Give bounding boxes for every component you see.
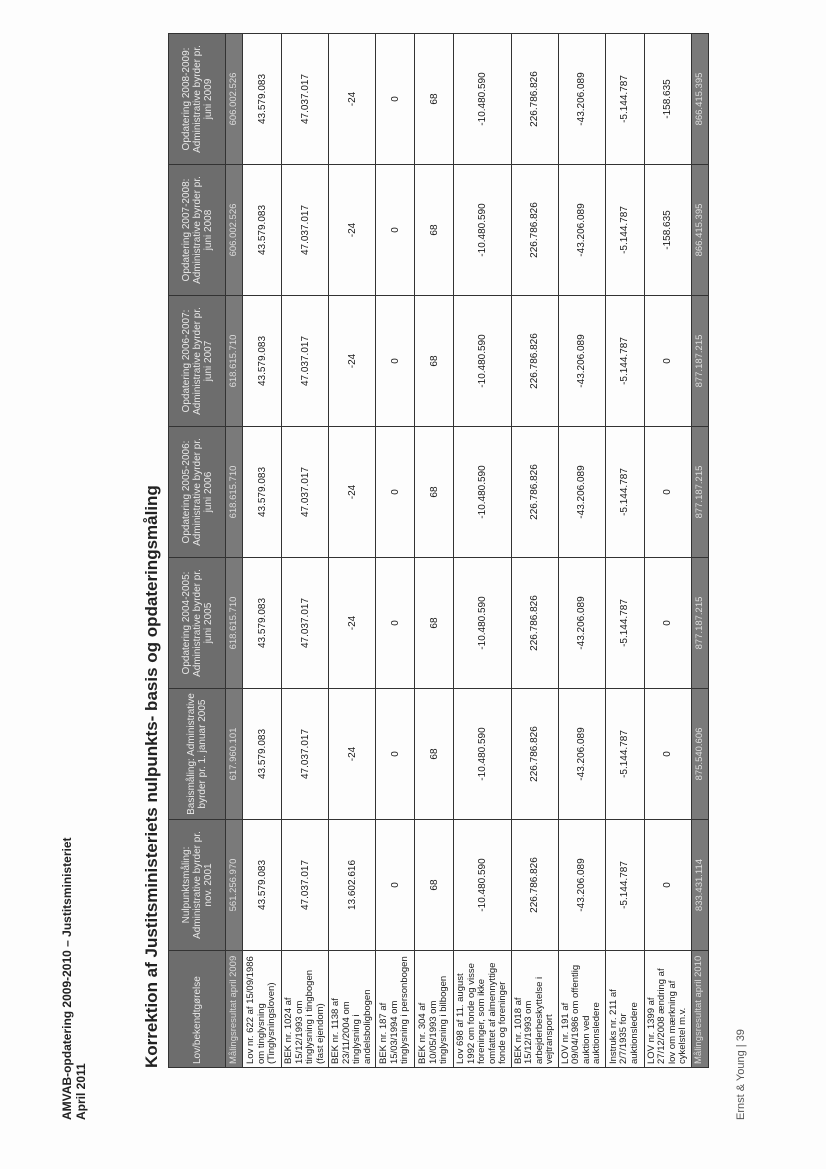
page-header [60, 837, 88, 1120]
table-cell: 877.187.215 [691, 558, 708, 689]
table-cell: -5.144.787 [605, 34, 644, 165]
column-header: Opdatering 2004-2005: Administrative byrder pr. juni 2005 [169, 558, 226, 689]
table-cell: 0 [644, 820, 691, 951]
table-cell: -43.206.089 [558, 689, 605, 820]
table-cell: 47.037.017 [282, 296, 329, 427]
rotated-content [40, 20, 800, 1120]
table-cell: -10.480.590 [454, 427, 512, 558]
table-cell: -10.480.590 [454, 689, 512, 820]
table-cell: 226.786.826 [511, 427, 558, 558]
law-label: Lov nr. 622 af 15/09/1986 om tinglysning (Tinglysningsloven) [243, 951, 282, 1068]
table-cell: 68 [415, 34, 454, 165]
column-header: Opdatering 2005-2006: Administrative byrder pr. juni 2006 [169, 427, 226, 558]
header-line-2: April 2011 [74, 1063, 88, 1120]
column-header: Nulpunktsmåling: Administrative byrder pr. nov. 2001 [169, 820, 226, 951]
table-cell: -10.480.590 [454, 820, 512, 951]
column-header: Opdatering 2006-2007: Administrative byrder pr. juni 2007 [169, 296, 226, 427]
table-cell: 47.037.017 [282, 558, 329, 689]
table-cell: 561.256.970 [226, 820, 243, 951]
table-cell: 226.786.826 [511, 296, 558, 427]
table-cell: 43.579.083 [243, 427, 282, 558]
table-cell: 68 [415, 820, 454, 951]
law-label: BEK nr. 1024 af 15/12/1993 om tinglysning i tingbogen (fast ejendom) [282, 951, 329, 1068]
table-cell: 875.540.606 [691, 689, 708, 820]
table-cell: 226.786.826 [511, 689, 558, 820]
law-label: Instruks nr. 211 af 2/7/1935 for auktionsledere [605, 951, 644, 1068]
header-line-1: AMVAB-opdatering 2009-2010 – Justitsministeriet [60, 837, 74, 1120]
table-cell: 47.037.017 [282, 34, 329, 165]
table-row [243, 34, 282, 1068]
table-cell: 226.786.826 [511, 34, 558, 165]
result-row-2009 [226, 34, 243, 1068]
table-cell: 226.786.826 [511, 820, 558, 951]
table-cell: 618.615.710 [226, 427, 243, 558]
table-cell: 68 [415, 165, 454, 296]
table-cell: 866.415.395 [691, 165, 708, 296]
table-cell: -10.480.590 [454, 165, 512, 296]
table-cell: -5.144.787 [605, 296, 644, 427]
table-cell: 618.615.710 [226, 296, 243, 427]
table-row [329, 34, 376, 1068]
table-cell: 68 [415, 427, 454, 558]
table-cell: 43.579.083 [243, 296, 282, 427]
page-title: Korrektion af Justitsministeriets nulpunkts- basis og opdateringsmåling [142, 485, 161, 1068]
column-header: Opdatering 2008-2009: Administrative byrder pr. juni 2009 [169, 34, 226, 165]
table-row [605, 34, 644, 1068]
column-header: Opdatering 2007-2008: Administrative byrder pr. juni 2008 [169, 165, 226, 296]
table-cell: 68 [415, 296, 454, 427]
table-cell: 43.579.083 [243, 34, 282, 165]
table-cell: 43.579.083 [243, 558, 282, 689]
table-cell: -158.635 [644, 34, 691, 165]
table-cell: 43.579.083 [243, 689, 282, 820]
table-cell: 0 [376, 689, 415, 820]
result-row-2010 [691, 34, 708, 1068]
table-cell: -24 [329, 427, 376, 558]
column-header: Basismåling: Administrative byrder pr. 1. januar 2005 [169, 689, 226, 820]
law-label: BEK nr. 304 af 10/05/1993 om tinglysning i bilbogen [415, 951, 454, 1068]
table-cell: -5.144.787 [605, 165, 644, 296]
table-cell: 606.002.526 [226, 34, 243, 165]
measurement-table [168, 33, 709, 1068]
table-cell: 877.187.215 [691, 296, 708, 427]
table-cell: -43.206.089 [558, 427, 605, 558]
law-label: BEK nr. 1138 af 23/11/2004 om tinglysning i andelsboligbogen [329, 951, 376, 1068]
table-cell: 877.187.215 [691, 427, 708, 558]
table-cell: 47.037.017 [282, 820, 329, 951]
table-cell: -10.480.590 [454, 34, 512, 165]
table-cell: 0 [376, 165, 415, 296]
table-cell: -5.144.787 [605, 689, 644, 820]
table-cell: -5.144.787 [605, 427, 644, 558]
row-label: Målingsresultat april 2009 [226, 951, 243, 1068]
table-cell: -43.206.089 [558, 34, 605, 165]
table-cell: -5.144.787 [605, 558, 644, 689]
table-cell: -24 [329, 34, 376, 165]
column-header: Lov/bekendtgørelse [169, 951, 226, 1068]
law-label: LOV nr. 1399 af 27/12/2008 ændring af lov om mærkning af cykelstel m.v. [644, 951, 691, 1068]
law-label: BEK nr. 187 af 15/03/1994 om tinglysning i personbogen [376, 951, 415, 1068]
law-label: BEK nr. 1018 af 15/12/1993 om arbejderbeskyttelse i vejtransport [511, 951, 558, 1068]
table-cell: -5.144.787 [605, 820, 644, 951]
table-row [282, 34, 329, 1068]
table-cell: 68 [415, 558, 454, 689]
table-cell: 0 [376, 558, 415, 689]
table-header-row [169, 34, 226, 1068]
table-cell: 866.415.395 [691, 34, 708, 165]
table-cell: -24 [329, 689, 376, 820]
table-row [415, 34, 454, 1068]
table-row [511, 34, 558, 1068]
table-cell: -43.206.089 [558, 558, 605, 689]
table-cell: 606.002.526 [226, 165, 243, 296]
table-cell: 833.431.114 [691, 820, 708, 951]
table-cell: -24 [329, 165, 376, 296]
table-cell: 226.786.826 [511, 165, 558, 296]
law-label: Lov 698 af 11. august 1992 om fonde og visse foreninger, som ikke omfattet af almennyttige fonde og foreninger [454, 951, 512, 1068]
table-cell: 0 [644, 558, 691, 689]
row-label: Målingsresultat april 2010 [691, 951, 708, 1068]
table-cell: 226.786.826 [511, 558, 558, 689]
table-row [376, 34, 415, 1068]
table-body [243, 34, 692, 1068]
table-cell: 68 [415, 689, 454, 820]
table-cell: 0 [376, 34, 415, 165]
table-cell: 0 [376, 427, 415, 558]
table-cell: 0 [644, 689, 691, 820]
table-row [644, 34, 691, 1068]
table-cell: 47.037.017 [282, 689, 329, 820]
table-cell: -43.206.089 [558, 296, 605, 427]
table-cell: 617.960.101 [226, 689, 243, 820]
table-cell: -10.480.590 [454, 296, 512, 427]
table-cell: -43.206.089 [558, 820, 605, 951]
table-cell: -43.206.089 [558, 165, 605, 296]
table-cell: 0 [644, 296, 691, 427]
law-label: LOV nr. 191 af 09/04/1986 om offentlig auktion ved auktionsledere [558, 951, 605, 1068]
table-cell: 618.615.710 [226, 558, 243, 689]
table-cell: -24 [329, 558, 376, 689]
table-cell: 43.579.083 [243, 165, 282, 296]
table-cell: 47.037.017 [282, 165, 329, 296]
table-cell: 13.602.616 [329, 820, 376, 951]
page-footer: Ernst & Young | 39 [735, 1029, 747, 1120]
table-cell: 43.579.083 [243, 820, 282, 951]
table-cell: 47.037.017 [282, 427, 329, 558]
table-cell: 0 [376, 820, 415, 951]
table-cell: -158.635 [644, 165, 691, 296]
table-row [454, 34, 512, 1068]
table-cell: -24 [329, 296, 376, 427]
table-row [558, 34, 605, 1068]
table-cell: -10.480.590 [454, 558, 512, 689]
table-cell: 0 [376, 296, 415, 427]
table-cell: 0 [644, 427, 691, 558]
